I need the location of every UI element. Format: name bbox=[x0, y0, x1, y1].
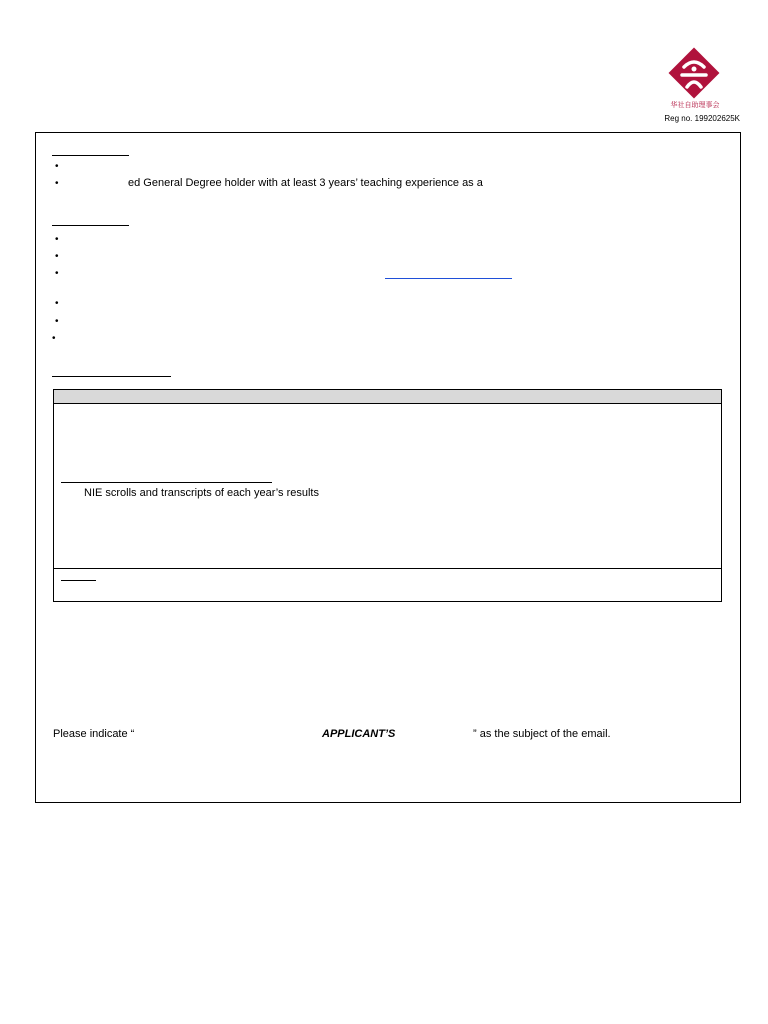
logo-caption: 华社自助理事会 bbox=[670, 102, 720, 109]
bullet-icon: • bbox=[55, 161, 59, 172]
subject-instruction-emphasis: APPLICANT’S bbox=[322, 728, 396, 740]
email-link[interactable] bbox=[385, 278, 512, 279]
bullet-icon: • bbox=[55, 234, 59, 245]
bullet-icon: • bbox=[55, 268, 59, 279]
requirement-text: ed General Degree holder with at least 3 years’ teaching experience as a bbox=[128, 177, 483, 189]
note-underline bbox=[61, 580, 96, 581]
table-divider bbox=[54, 568, 721, 569]
section-heading-underline bbox=[52, 155, 129, 156]
nie-documents-note: NIE scrolls and transcripts of each year’s results bbox=[84, 487, 319, 499]
table-header bbox=[54, 390, 721, 404]
registration-number: Reg no. 199202625K bbox=[664, 114, 740, 123]
section-heading-underline bbox=[52, 225, 129, 226]
bullet-icon: • bbox=[55, 298, 59, 309]
subject-instruction-suffix: ” as the subject of the email. bbox=[473, 728, 611, 740]
bullet-icon: • bbox=[55, 178, 59, 189]
subheading-underline bbox=[61, 482, 272, 483]
bullet-icon: • bbox=[52, 333, 56, 344]
bullet-icon: • bbox=[55, 251, 59, 262]
subject-instruction-prefix: Please indicate “ bbox=[53, 728, 135, 740]
section-heading-underline bbox=[52, 376, 171, 377]
organization-logo bbox=[668, 47, 720, 99]
bullet-icon: • bbox=[55, 316, 59, 327]
